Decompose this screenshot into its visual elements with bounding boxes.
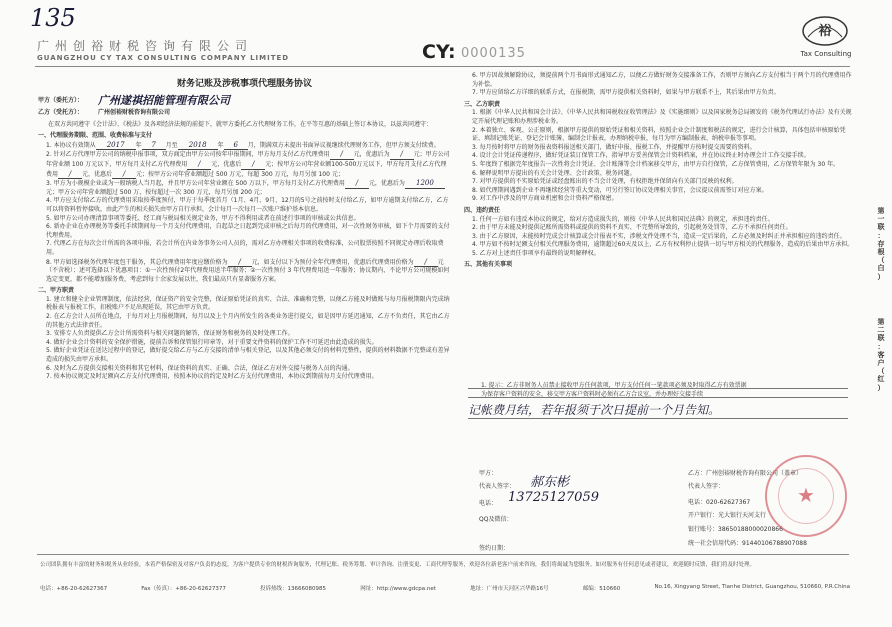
- list-item: 2. 本着独立、客观、公正原则，根据甲方提供的原始凭证和相关资料，按照企业会计制度和税法的规定，进行会计核算，具体包括审核原始凭证、填制记账凭证、登记会计账簿、编制会计报表，办理纳税申报，每月为甲方编制报表、纳税申报等事项。: [472, 126, 846, 143]
- footer-complaint: 投诉热线：13666080985: [260, 586, 327, 592]
- party-a-sign-label: 甲方：: [479, 470, 498, 477]
- party-b-bank: 开户银行：光大银行天河支行: [688, 512, 767, 519]
- handwritten-serial: 135: [30, 4, 76, 32]
- serial-label: CY:: [422, 41, 456, 63]
- company-name-cn: 广州创裕财税咨询有限公司: [37, 39, 254, 53]
- header-divider: [35, 66, 850, 67]
- side-label-first-copy: 第 一 联 ： 存 根 （ 白 ）: [877, 207, 885, 281]
- side-label-second-copy: 第 二 联 ： 客 户 （ 红 ）: [877, 318, 885, 392]
- end-year: 2018: [178, 141, 218, 151]
- party-b-rep-label: 代表人签字：: [688, 483, 725, 490]
- list-item: 4. 做好企业会计资料的安全保护措施，提前告诉和保管银行印章等，对于重要文件资料的保护工作不可延迟由此造成的损失。: [46, 338, 378, 346]
- other-item-1: 1. 提示：乙方非财务人员禁止接收甲方任何款项，甲方支付任何一笔款项必须及时取得乙方有效票据: [481, 382, 747, 389]
- monthly-fee-value: 1200: [405, 179, 445, 189]
- party-a-date-label: 签约日期：: [479, 545, 510, 552]
- party-b-name: 广州创裕财税咨询有限公司: [98, 109, 171, 117]
- list-item: 7. 对甲方提供的不实原始凭证或经盘账出的不当会计处理，有权拒绝并保留向有关部门反映的权利。: [472, 178, 738, 186]
- party-a-label: 甲方（委托方）：: [38, 97, 84, 105]
- list-item: 7. 甲方应留给乙方详细的联系方式，在报税期，需甲方提供相关资料时，如果与甲方联系不上，其后果由甲方负责。: [472, 89, 780, 97]
- stamp-star-icon: ★: [797, 483, 815, 507]
- right-column: [464, 72, 856, 270]
- party-a-qq-label: QQ及微信：: [479, 516, 513, 523]
- list-item: 3. 由于乙方原因，未能按时完成会计核算或会计报表不实，涉税文件处理不当，造成一定后果的，乙方必须及时纠正并承担相应的违约责任。: [472, 232, 846, 240]
- list-item: 6. 解释说明甲方提出的有关会计处理、会计政策、税务问题。: [472, 169, 636, 177]
- start-year: 2017: [96, 141, 136, 151]
- fee-paragraph-7: 7. 代理乙方在每次会计所需的各项申报，若会计所在内业务事务公司人员的，需对乙方办理相关事项的收费标准，公司股票按照不同规定办理后收取费用。: [46, 240, 444, 256]
- fee-paragraph-2: 2. 针对乙方代理甲方公司的纳税申报事项，双方商定由甲方公司按年申报期间，甲方每月支付乙方代理费用 / 元，优惠后为 / 元；甲方公司年营业额 100 万元以下，甲方每月支付乙方代理费用 / 元，优惠后 / 元；按甲方公司年营业额100-500万元以下，甲方每月支付乙方代理费用 / 元，优惠后 / 元；按甲方公司年营业额超过 500 万元，每超 300 万元，每月另加 100 元；: [46, 150, 450, 178]
- note-underline: [468, 418, 848, 419]
- section-5-title: 五、其他有关事项: [464, 261, 513, 269]
- term-paragraph: 1. 本协议有效期从 2017 年 7 月至 2018 年 6 月，期满双方未提出书面异议视继续代理财务工作，但甲方须支付续费。: [46, 140, 440, 149]
- party-a-rep-label: 代表人签字：: [479, 483, 516, 490]
- end-month: 6: [224, 141, 248, 151]
- footer-divider: [37, 554, 849, 555]
- footer-zip: 邮编：510660: [582, 586, 621, 592]
- footer-tel: 电话：+86-20-62627367: [40, 586, 108, 592]
- fee-paragraph-5: 5. 如甲方公司办理清算事项等委托、经工商与税局相关规定业务，甲方不得利用或者在前述行事项的审核或公共信息。: [46, 214, 360, 222]
- footer-fax: Fax（传真）：+86-20-62627377: [141, 586, 226, 592]
- company-seal-stamp: [765, 455, 847, 537]
- list-item: 5. 年度终了根据完年度报告一次性将会计凭证、会计账簿等会计档案移交甲方，由甲方自行保管，乙方保管费用，乙方保管年限为 30 年。: [472, 160, 840, 168]
- intro-paragraph: 在双方共同遵守《会计法》、《税法》及各项经济法规的前提下，就甲方委托乙方代理财务工作，在平等互惠的基础上签订本协议，以兹共同遵守：: [48, 120, 433, 128]
- list-item: 1. 任何一方如有违反本协议的规定，给对方造成损失的，则按《中华人民共和国民法典》的规定，承担违约责任。: [472, 215, 774, 223]
- list-item: 1. 根据《中华人民共和国会计法》、《中华人民共和国税收征收管理法》及《实施细则》以及国家税务总局颁发的《税务代理试行办法》及有关规定开展代理记账和办理涉税业务。: [472, 109, 852, 125]
- section-3-title: 三、乙方职责: [464, 100, 501, 108]
- handwritten-note: 记帐费月结，若年报须于次日提前一个月告知。: [468, 403, 721, 417]
- party-b-label: 乙方（受托方）：: [38, 109, 84, 117]
- company-logo-icon: [800, 12, 850, 50]
- footer-contact-row: [40, 584, 850, 592]
- footer-website[interactable]: 网址：http://www.gdcpa.net: [360, 586, 436, 592]
- section-4-title: 四、违约责任: [464, 206, 501, 214]
- fee-paragraph-4: 4. 甲方应支付给乙方的代理费用采取按季度预付，甲方于每季度首月（1月、4月、9月、12月的5号之前按时支付给乙方，如甲方逾期支付给乙方，乙方可以将资料暂停接收，由此产生的相关损失由甲方自行承担，会计每月一次每月一次账户维护基本信息。: [46, 197, 449, 213]
- list-item: 6. 及时为乙方提供交接相关资料和其它材料，保证资料的真实、正确、合法，保证乙方对外交接与税务人员的沟通。: [46, 364, 354, 372]
- party-a-signature: 郝东彬: [530, 475, 570, 490]
- other-item-2: 为保存客户资料的安全，移交甲方客户资料时必须有乙方合议室，并办理好交接手续: [481, 391, 704, 398]
- party-a-phone: 13725127059: [508, 490, 599, 505]
- logo-caption: Tax Consulting: [800, 50, 852, 58]
- fee-paragraph-8: 8. 甲方如选择税务代理年度包干服务，其总代理费用年度应缴价格为 / 元，如支付以下为预付全年代理费用，优惠后代理费用价格为 / 元（不含税）；述可选择以下优惠项目：①一次性预付2年代理费用送半年服务；②一次性预付 3 年代理费用送一年服务；协议期内，不论甲方公司规模如何选定变更，都不能增加服务费，考虑到每十余家发展以往，我们最高只有显著服务方案。: [46, 257, 450, 283]
- list-item: 3. 每月按时将甲方的财务报表资料报送相关部门，做好申报、报税工作，并提醒甲方按时提交需要的资料。: [472, 143, 756, 151]
- party-a-row: [38, 94, 451, 108]
- footer-address-cn: 地址：广州市天河区兴华路16号: [470, 586, 549, 592]
- list-item: 9. 对工作中涉及的甲方商业机密和会计资料严格保密。: [472, 195, 618, 203]
- list-item: 5. 乙方对上述责任事项享有最终的说明解释权。: [472, 249, 600, 257]
- party-a-name: 广州遂祺招能管理有限公司: [98, 94, 230, 108]
- section-2-title: 二、甲方职责: [38, 287, 75, 295]
- footer-address-en: No.16, Xingyang Street, Tianhe District, Guangzhou, 510660, P.R.China: [654, 584, 850, 590]
- logo-glyph: 裕: [818, 24, 832, 39]
- list-item: 4. 设计会计凭证传递程序，做好凭证装订保管工作，指导甲方妥善保管会计资料档案，并在协议终止时办理会计工作交接手续。: [472, 152, 810, 160]
- left-column: [38, 72, 451, 382]
- list-item: 3. 安排专人负责提供乙方会计所需资料与相关问题的解答，保证财务和税务的及时处理工作。: [46, 330, 294, 338]
- agreement-title: 财务记账及涉税事项代理服务协议: [176, 79, 312, 89]
- footer-note: 公司团队拥有丰富的财务和税务从业经验，本着严格保密及对客户负责的态度，为客户提供专业的财税咨询服务，代理记账、税务筹划、审计咨询、注册变更、工商代理等服务，欢迎各位新老客户前来咨询，我们将竭诚为您服务。如对服务有任何意见或者建议，欢迎随时反馈，我们将及时处理。: [40, 562, 756, 568]
- fee-paragraph-6: 6. 新办企业在办理税务等委托手续期间每一个月支付代理费用，自起草之日起到完成审核之后每月的代理费用，对一次性财务审核，如下个月需要的支付代理费用。: [46, 223, 450, 239]
- section-2-list: [38, 296, 451, 382]
- list-item: 2. 由于甲方未能及时提供记账所需资料或提供的资料不真实、不完整所导致的，引起税务处罚等，乙方不承担任何责任。: [472, 224, 792, 232]
- fee-paragraph-3: 3. 甲方为小规模企业或为一般纳税人当月起，并且甲方公司年营业额在 500 万以下，甲方每月支付乙方代理费用 / 元，优惠后为 1200元；甲方公司年营业额超过 500 万，按每超过一次 300 万元，每月另加 200 元；: [38, 179, 451, 197]
- note-underline: [468, 397, 848, 398]
- list-item: 1. 建立和健全企业管理制度，依法经营，保证资产的安全完整，保证原始凭证的真实、合法、准确和完整，以便乙方能及时做账与每月报税期限内完成纳税报表与报税工作，扣税账户不足出现延误，其它由甲方负责。: [46, 295, 450, 312]
- party-b-phone: 电话：020-62627367: [688, 499, 751, 506]
- party-a-phone-label: 电话：: [479, 500, 498, 507]
- list-item: 5. 做好企业凭证在送达过程中的登记，做好提交给乙方与乙方交接的清单与相关登记，以及其他必须交付的材料完整性，提供的材料数据不完整或有差异造成的损失由甲方承担。: [46, 347, 450, 364]
- section-1-title: 一、代理服务期限、范围、收费标准与支付: [38, 132, 153, 140]
- list-item: 4. 甲方如不按时足额支付相关代理服务费用，逾期超过60天及以上，乙方有权利停止提供一切与甲方相关的代理服务，造成的后果由甲方承担。: [472, 241, 854, 249]
- party-b-row: [38, 109, 451, 119]
- list-item: 8. 如代理期间遇到企业不再继续经营等重大变动，可另行签订协议处理相关事宜，会议提议前需签订对应方案。: [472, 186, 768, 194]
- list-item: 7. 按本协议规定及时足额向乙方支付代理费用，按照本协议的约定及时乙方支付代理费用，本协议到期前每月支付代理费用。: [46, 373, 378, 381]
- start-month: 7: [142, 141, 166, 151]
- party-b-account: 银行账号：38650188000020866: [688, 526, 783, 533]
- serial-number: 0000135: [461, 46, 526, 61]
- company-name-en: GUANGZHOU CY TAX CONSULTING COMPANY LIMITED: [37, 54, 290, 62]
- party-b-credit-code: 统一社会信用代码：91440106788907088: [688, 540, 807, 547]
- list-item: 6. 甲方因故须解除协议，须提前两个月书面形式通知乙方，以便乙方做好财务交接准备工作，否则甲方须向乙方支付相当于两个月的代理费用作为补偿。: [472, 72, 852, 88]
- party-b-sign-label: 乙方：广州创裕财税咨询有限公司（盖章）: [688, 470, 803, 477]
- list-item: 2. 在乙方会计人员所在地点，于每月对上月报税期间，每月以及上个月内所发生的各类业务进行提交，如是因甲方延迟通知，乙方不负责任，其它由乙方的其他方式法律责任。: [46, 313, 450, 329]
